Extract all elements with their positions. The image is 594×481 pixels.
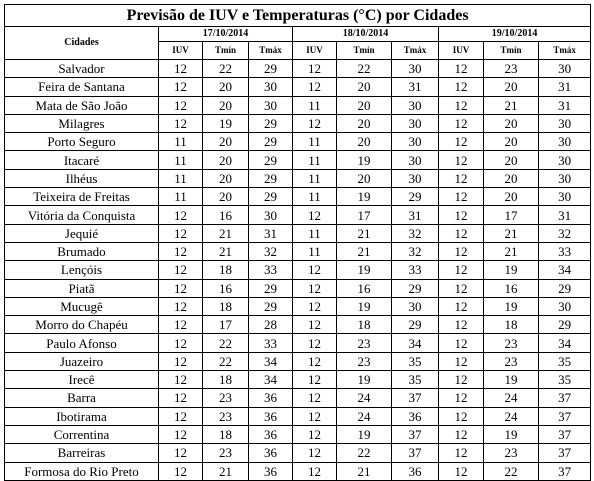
value-cell: 22 (337, 444, 392, 462)
value-cell: 19 (337, 371, 392, 389)
city-name: Correntina (5, 425, 159, 443)
value-cell: 37 (539, 425, 591, 443)
value-cell: 28 (249, 316, 293, 334)
table-row (5, 242, 591, 260)
value-cell: 18 (203, 297, 249, 315)
value-cell: 12 (439, 188, 484, 206)
value-cell: 34 (539, 261, 591, 279)
value-cell: 36 (249, 425, 293, 443)
value-cell: 24 (337, 389, 392, 407)
value-cell: 21 (337, 462, 392, 480)
table-row (5, 407, 591, 425)
value-cell: 12 (159, 316, 203, 334)
value-cell: 20 (484, 114, 539, 132)
value-cell: 20 (484, 78, 539, 96)
value-cell: 12 (293, 78, 337, 96)
city-name: Barra (5, 389, 159, 407)
value-cell: 11 (293, 242, 337, 260)
value-cell: 34 (249, 352, 293, 370)
value-cell: 20 (484, 188, 539, 206)
value-cell: 29 (249, 188, 293, 206)
value-cell: 29 (249, 60, 293, 78)
value-cell: 36 (392, 462, 439, 480)
value-cell: 19 (337, 261, 392, 279)
value-cell: 12 (293, 462, 337, 480)
table-row (5, 316, 591, 334)
value-cell: 18 (203, 261, 249, 279)
value-cell: 20 (337, 96, 392, 114)
value-cell: 35 (392, 371, 439, 389)
value-cell: 12 (439, 352, 484, 370)
value-cell: 12 (159, 224, 203, 242)
city-name: Teixeira de Freitas (5, 188, 159, 206)
city-name: Vitória da Conquista (5, 206, 159, 224)
value-cell: 37 (392, 444, 439, 462)
value-cell: 23 (484, 334, 539, 352)
city-name: Paulo Afonso (5, 334, 159, 352)
value-cell: 34 (249, 371, 293, 389)
table-row (5, 261, 591, 279)
value-cell: 11 (159, 133, 203, 151)
value-cell: 12 (293, 297, 337, 315)
value-cell: 19 (484, 261, 539, 279)
value-cell: 12 (439, 261, 484, 279)
value-cell: 32 (392, 242, 439, 260)
table-row (5, 297, 591, 315)
table-row (5, 114, 591, 132)
value-cell: 23 (484, 60, 539, 78)
value-cell: 23 (337, 352, 392, 370)
value-cell: 30 (249, 206, 293, 224)
value-cell: 36 (249, 444, 293, 462)
value-cell: 20 (337, 133, 392, 151)
column-header-iuv: IUV (293, 42, 337, 60)
city-name: Formosa do Rio Preto (5, 462, 159, 480)
value-cell: 12 (293, 389, 337, 407)
value-cell: 34 (392, 334, 439, 352)
value-cell: 16 (484, 279, 539, 297)
value-cell: 30 (249, 96, 293, 114)
city-name: Jequié (5, 224, 159, 242)
value-cell: 12 (439, 297, 484, 315)
value-cell: 30 (392, 151, 439, 169)
value-cell: 31 (392, 206, 439, 224)
value-cell: 20 (337, 114, 392, 132)
value-cell: 23 (337, 334, 392, 352)
value-cell: 29 (249, 151, 293, 169)
value-cell: 20 (484, 151, 539, 169)
value-cell: 12 (439, 425, 484, 443)
value-cell: 20 (203, 96, 249, 114)
value-cell: 12 (159, 279, 203, 297)
value-cell: 12 (439, 371, 484, 389)
value-cell: 29 (249, 297, 293, 315)
value-cell: 21 (203, 224, 249, 242)
value-cell: 29 (392, 188, 439, 206)
table-row (5, 151, 591, 169)
value-cell: 11 (293, 133, 337, 151)
value-cell: 30 (539, 114, 591, 132)
value-cell: 17 (337, 206, 392, 224)
value-cell: 29 (392, 279, 439, 297)
value-cell: 12 (439, 133, 484, 151)
value-cell: 12 (159, 425, 203, 443)
value-cell: 12 (293, 60, 337, 78)
value-cell: 19 (337, 188, 392, 206)
forecast-table (4, 4, 591, 481)
date-header-2: 18/10/2014 (293, 27, 439, 42)
value-cell: 12 (439, 242, 484, 260)
value-cell: 31 (539, 206, 591, 224)
value-cell: 11 (293, 151, 337, 169)
value-cell: 24 (337, 407, 392, 425)
date-header-1: 17/10/2014 (159, 27, 293, 42)
value-cell: 18 (203, 425, 249, 443)
value-cell: 34 (539, 334, 591, 352)
table-row (5, 389, 591, 407)
value-cell: 12 (439, 334, 484, 352)
value-cell: 31 (539, 96, 591, 114)
value-cell: 12 (159, 352, 203, 370)
table-row (5, 444, 591, 462)
value-cell: 18 (484, 316, 539, 334)
value-cell: 24 (484, 407, 539, 425)
value-cell: 12 (293, 114, 337, 132)
table-row (5, 279, 591, 297)
value-cell: 29 (249, 279, 293, 297)
column-header-tmn: Tmín (203, 42, 249, 60)
value-cell: 37 (539, 444, 591, 462)
value-cell: 12 (439, 316, 484, 334)
value-cell: 32 (392, 224, 439, 242)
value-cell: 36 (392, 407, 439, 425)
column-header-tmx: Tmáx (539, 42, 591, 60)
value-cell: 29 (249, 169, 293, 187)
value-cell: 12 (159, 242, 203, 260)
value-cell: 37 (539, 407, 591, 425)
city-name: Milagres (5, 114, 159, 132)
value-cell: 22 (203, 352, 249, 370)
value-cell: 24 (484, 389, 539, 407)
column-header-tmx: Tmáx (249, 42, 293, 60)
city-name: Piatã (5, 279, 159, 297)
table-title: Previsão de IUV e Temperaturas (°C) por Cidades (5, 5, 591, 27)
value-cell: 12 (439, 78, 484, 96)
value-cell: 22 (203, 60, 249, 78)
value-cell: 33 (249, 261, 293, 279)
value-cell: 12 (293, 352, 337, 370)
value-cell: 12 (439, 96, 484, 114)
value-cell: 30 (539, 133, 591, 151)
value-cell: 16 (203, 206, 249, 224)
value-cell: 12 (159, 444, 203, 462)
value-cell: 19 (484, 425, 539, 443)
value-cell: 12 (439, 279, 484, 297)
value-cell: 19 (203, 114, 249, 132)
value-cell: 12 (293, 444, 337, 462)
value-cell: 30 (539, 60, 591, 78)
value-cell: 23 (203, 407, 249, 425)
value-cell: 12 (159, 261, 203, 279)
value-cell: 12 (439, 114, 484, 132)
value-cell: 35 (392, 352, 439, 370)
table-row (5, 78, 591, 96)
value-cell: 12 (159, 114, 203, 132)
value-cell: 37 (392, 389, 439, 407)
value-cell: 35 (539, 371, 591, 389)
value-cell: 19 (484, 297, 539, 315)
value-cell: 12 (439, 462, 484, 480)
value-cell: 21 (337, 242, 392, 260)
table-row (5, 224, 591, 242)
city-name: Ibotirama (5, 407, 159, 425)
value-cell: 30 (392, 297, 439, 315)
table-row (5, 425, 591, 443)
value-cell: 18 (337, 316, 392, 334)
value-cell: 30 (392, 114, 439, 132)
value-cell: 31 (392, 78, 439, 96)
value-cell: 21 (337, 224, 392, 242)
value-cell: 35 (539, 352, 591, 370)
value-cell: 11 (159, 188, 203, 206)
value-cell: 30 (392, 60, 439, 78)
value-cell: 18 (203, 371, 249, 389)
value-cell: 23 (203, 389, 249, 407)
value-cell: 11 (293, 169, 337, 187)
value-cell: 19 (337, 151, 392, 169)
value-cell: 12 (159, 206, 203, 224)
value-cell: 30 (539, 151, 591, 169)
value-cell: 20 (203, 151, 249, 169)
value-cell: 12 (439, 169, 484, 187)
value-cell: 29 (249, 114, 293, 132)
value-cell: 22 (203, 334, 249, 352)
value-cell: 11 (159, 169, 203, 187)
value-cell: 12 (159, 78, 203, 96)
value-cell: 12 (159, 371, 203, 389)
column-header-tmn: Tmín (337, 42, 392, 60)
value-cell: 29 (539, 279, 591, 297)
value-cell: 32 (249, 242, 293, 260)
value-cell: 12 (439, 224, 484, 242)
city-name: Ilhéus (5, 169, 159, 187)
value-cell: 20 (337, 169, 392, 187)
value-cell: 19 (337, 297, 392, 315)
value-cell: 30 (539, 297, 591, 315)
value-cell: 19 (484, 371, 539, 389)
value-cell: 36 (249, 389, 293, 407)
date-header-3: 19/10/2014 (439, 27, 591, 42)
table-row (5, 133, 591, 151)
column-header-tmn: Tmín (484, 42, 539, 60)
value-cell: 31 (539, 78, 591, 96)
value-cell: 11 (293, 224, 337, 242)
value-cell: 12 (293, 371, 337, 389)
value-cell: 20 (337, 78, 392, 96)
value-cell: 30 (392, 133, 439, 151)
value-cell: 30 (249, 78, 293, 96)
cities-column-header: Cidades (5, 27, 159, 60)
value-cell: 20 (203, 188, 249, 206)
value-cell: 29 (539, 316, 591, 334)
city-name: Porto Seguro (5, 133, 159, 151)
value-cell: 12 (159, 407, 203, 425)
value-cell: 12 (293, 206, 337, 224)
city-name: Barreiras (5, 444, 159, 462)
value-cell: 12 (439, 60, 484, 78)
table-row (5, 206, 591, 224)
value-cell: 37 (539, 462, 591, 480)
value-cell: 20 (484, 133, 539, 151)
value-cell: 32 (539, 224, 591, 242)
value-cell: 19 (337, 425, 392, 443)
column-header-iuv: IUV (439, 42, 484, 60)
value-cell: 12 (293, 425, 337, 443)
city-name: Brumado (5, 242, 159, 260)
value-cell: 12 (439, 389, 484, 407)
value-cell: 20 (203, 78, 249, 96)
value-cell: 23 (203, 444, 249, 462)
value-cell: 12 (293, 407, 337, 425)
value-cell: 23 (484, 352, 539, 370)
city-name: Feira de Santana (5, 78, 159, 96)
value-cell: 37 (392, 425, 439, 443)
value-cell: 37 (539, 389, 591, 407)
value-cell: 17 (484, 206, 539, 224)
value-cell: 30 (539, 188, 591, 206)
value-cell: 36 (249, 462, 293, 480)
value-cell: 12 (159, 60, 203, 78)
value-cell: 12 (439, 206, 484, 224)
value-cell: 11 (293, 188, 337, 206)
city-name: Morro do Chapéu (5, 316, 159, 334)
value-cell: 21 (484, 224, 539, 242)
city-name: Lençóis (5, 261, 159, 279)
value-cell: 12 (159, 389, 203, 407)
value-cell: 12 (159, 297, 203, 315)
value-cell: 12 (439, 444, 484, 462)
value-cell: 16 (337, 279, 392, 297)
value-cell: 11 (293, 96, 337, 114)
table-row (5, 352, 591, 370)
value-cell: 20 (484, 169, 539, 187)
value-cell: 12 (293, 279, 337, 297)
table-row (5, 334, 591, 352)
city-name: Mata de São João (5, 96, 159, 114)
value-cell: 23 (484, 444, 539, 462)
value-cell: 11 (159, 151, 203, 169)
value-cell: 29 (249, 133, 293, 151)
column-header-iuv: IUV (159, 42, 203, 60)
city-name: Salvador (5, 60, 159, 78)
city-name: Juazeiro (5, 352, 159, 370)
value-cell: 30 (392, 96, 439, 114)
value-cell: 33 (539, 242, 591, 260)
column-header-tmx: Tmáx (392, 42, 439, 60)
value-cell: 21 (484, 242, 539, 260)
value-cell: 33 (392, 261, 439, 279)
city-name: Irecê (5, 371, 159, 389)
value-cell: 12 (439, 151, 484, 169)
value-cell: 21 (484, 96, 539, 114)
value-cell: 22 (337, 60, 392, 78)
table-row (5, 60, 591, 78)
value-cell: 30 (539, 169, 591, 187)
value-cell: 12 (293, 316, 337, 334)
value-cell: 17 (203, 316, 249, 334)
value-cell: 21 (203, 462, 249, 480)
value-cell: 12 (159, 462, 203, 480)
value-cell: 21 (203, 242, 249, 260)
city-name: Itacaré (5, 151, 159, 169)
value-cell: 33 (249, 334, 293, 352)
table-row (5, 371, 591, 389)
value-cell: 12 (159, 96, 203, 114)
value-cell: 16 (203, 279, 249, 297)
value-cell: 12 (159, 334, 203, 352)
value-cell: 12 (293, 334, 337, 352)
table-row (5, 96, 591, 114)
value-cell: 12 (439, 407, 484, 425)
value-cell: 31 (249, 224, 293, 242)
value-cell: 22 (484, 462, 539, 480)
table-row (5, 188, 591, 206)
table-row (5, 169, 591, 187)
value-cell: 20 (203, 169, 249, 187)
value-cell: 36 (249, 407, 293, 425)
value-cell: 30 (392, 169, 439, 187)
value-cell: 20 (203, 133, 249, 151)
value-cell: 12 (293, 261, 337, 279)
city-name: Mucugê (5, 297, 159, 315)
value-cell: 29 (392, 316, 439, 334)
